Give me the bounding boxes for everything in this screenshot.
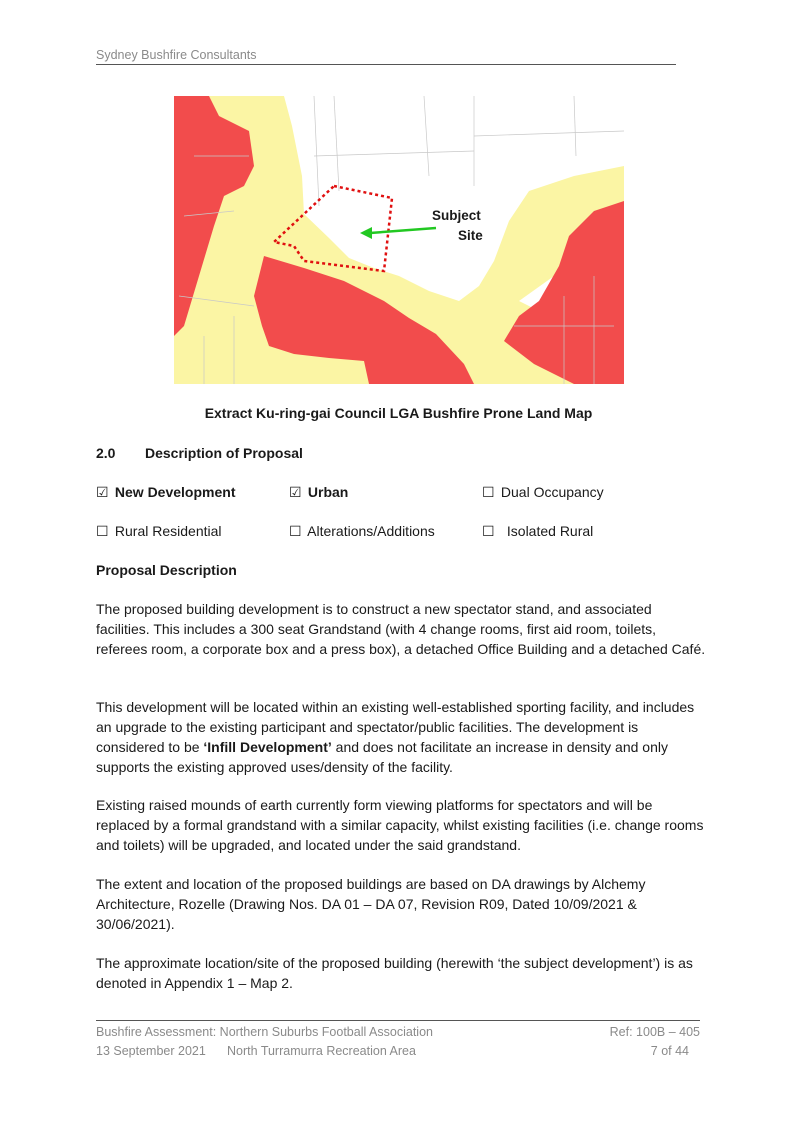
paragraph-text: and does not facilitate an increase in density and only supports the existing approved uses/density of the facility. [96, 739, 668, 775]
checkbox-new-development [96, 484, 235, 501]
checkbox-label: Alterations/Additions [307, 523, 435, 539]
section-number: 2.0 [96, 445, 116, 461]
proposal-heading: Proposal Description [96, 562, 237, 578]
proposal-paragraph-5: The approximate location/site of the proposed building (herewith ‘the subject development’) is as denoted in Appendix 1 – Map 2. [96, 955, 693, 991]
map-graphic [174, 96, 624, 384]
footer-rule [96, 1020, 700, 1021]
map-label-subject: Subject [432, 208, 481, 223]
footer-title: Bushfire Assessment: Northern Suburbs Football Association [96, 1025, 433, 1039]
checkbox-label: Rural Residential [114, 523, 222, 539]
map-caption: Extract Ku-ring-gai Council LGA Bushfire Prone Land Map [204, 405, 593, 421]
checkbox-alterations-additions [289, 523, 435, 540]
header-company: Sydney Bushfire Consultants [96, 48, 257, 62]
proposal-paragraph-1: The proposed building development is to construct a new spectator stand, and associated facilities. This includes a 300 seat Grandstand (with 4 change rooms, first aid room, toilets, referees room, a corporate box and a press box), a detached Office Building and a detached Café. [96, 601, 706, 657]
unchecked-box-icon: ☐ [482, 484, 495, 500]
footer-page: 7 of 44 [650, 1044, 689, 1058]
checkbox-urban [289, 484, 348, 501]
checkbox-label: Urban [307, 484, 349, 500]
header-rule [96, 64, 676, 65]
checkbox-rural-residential [96, 523, 222, 540]
checkbox-label: New Development [114, 484, 236, 500]
unchecked-box-icon: ☐ [289, 523, 302, 539]
section-title: Description of Proposal [145, 445, 303, 461]
checked-box-icon: ☑ [289, 484, 302, 500]
footer-location: North Turramurra Recreation Area [227, 1044, 416, 1058]
checkbox-label: Isolated Rural [506, 523, 594, 539]
footer-ref: Ref: 100B – 405 [609, 1025, 700, 1039]
checkbox-isolated-rural [482, 523, 593, 540]
map-label-site: Site [458, 228, 483, 243]
infill-development-term: ‘Infill Development’ [203, 739, 332, 755]
unchecked-box-icon: ☐ [96, 523, 109, 539]
checked-box-icon: ☑ [96, 484, 109, 500]
paragraph-text: This development will be located within an existing well-established sporting facility, and includes an upgrade to the existing participant and spectator/public facilities. The development is considered to be [96, 699, 695, 755]
proposal-paragraph-4: The extent and location of the proposed buildings are based on DA drawings by Alchemy Architecture, Rozelle (Drawing Nos. DA 01 – DA 07, Revision R09, Dated 10/09/2021 & 30/06/2021). [96, 876, 646, 932]
checkbox-label: Dual Occupancy [500, 484, 604, 500]
bushfire-map [174, 96, 624, 384]
proposal-paragraph-3: Existing raised mounds of earth currently form viewing platforms for spectators and will be replaced by a formal grandstand with a similar capacity, whilst existing facilities (i.e. change rooms and toilets) will be upgraded, and located under the said grandstand. [96, 797, 704, 853]
unchecked-box-icon: ☐ [482, 523, 495, 539]
proposal-paragraph-2 [96, 697, 706, 777]
footer-date: 13 September 2021 [96, 1044, 206, 1058]
checkbox-dual-occupancy [482, 484, 604, 501]
